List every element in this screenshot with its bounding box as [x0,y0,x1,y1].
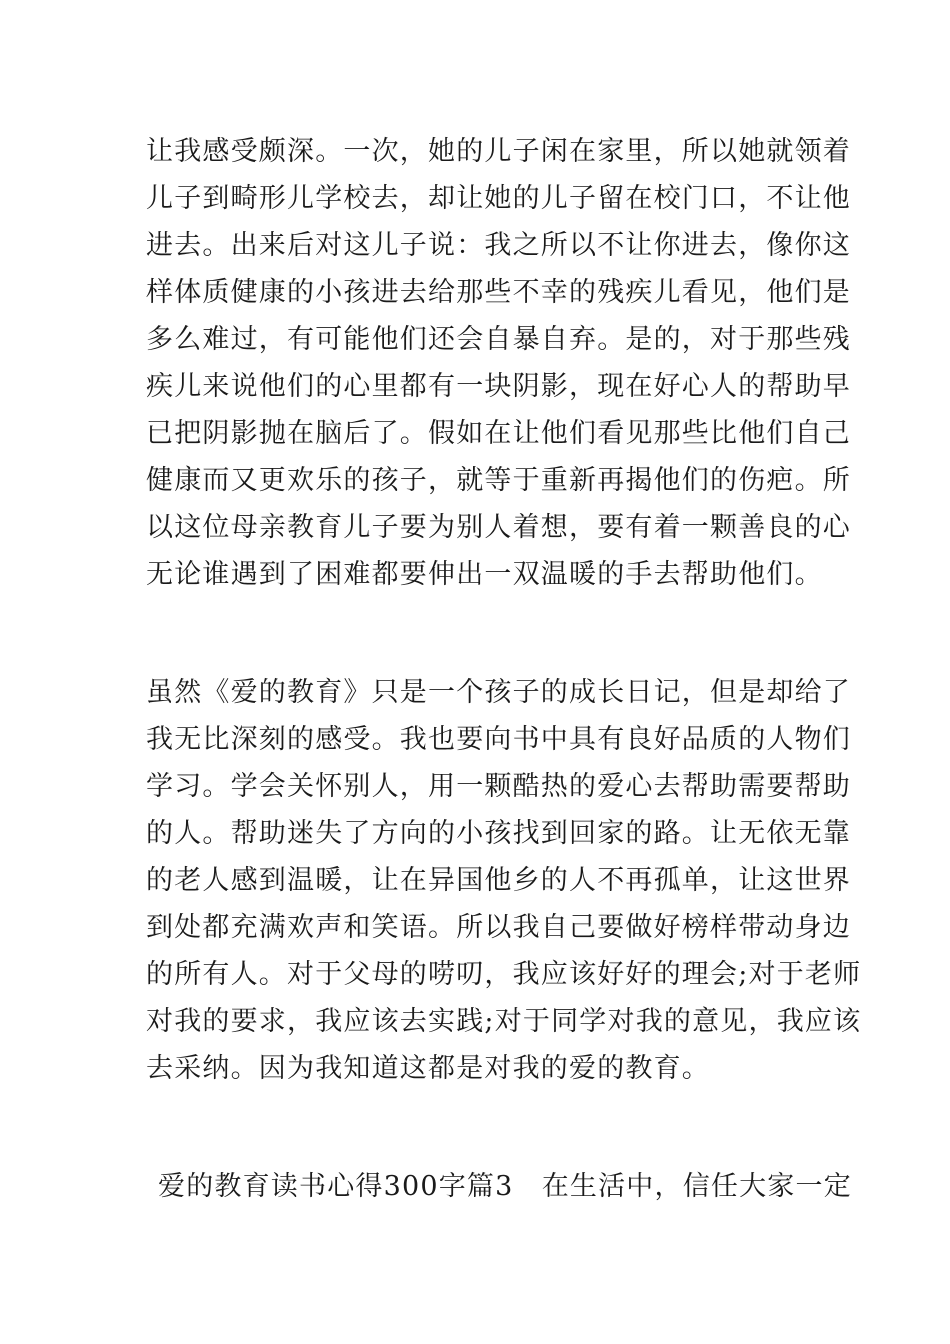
text-line: 以这位母亲教育儿子要为别人着想，要有着一颗善良的心 [146,512,851,543]
text-line: 学习。学会关怀别人，用一颗酷热的爱心去帮助需要帮助 [146,771,851,802]
text-line: 让我感受颇深。一次，她的儿子闲在家里，所以她就领着 [146,136,851,167]
text-line: 已把阴影抛在脑后了。假如在让他们看见那些比他们自己 [146,418,851,449]
text-line: 样体质健康的小孩进去给那些不幸的残疾儿看见，他们是 [146,277,851,308]
text-line: 爱的教育读书心得300字篇3 在生活中，信任大家一定 [158,1171,852,1202]
text-line: 去采纳。因为我知道这都是对我的爱的教育。 [146,1053,710,1084]
text-line: 的老人感到温暖，让在异国他乡的人不再孤单，让这世界 [146,865,851,896]
text-line: 的人。帮助迷失了方向的小孩找到回家的路。让无依无靠 [146,818,851,849]
text-line: 多么难过，有可能他们还会自暴自弃。是的，对于那些残 [146,324,851,355]
text-line: 健康而又更欢乐的孩子，就等于重新再揭他们的伤疤。所 [146,465,851,496]
text-line: 到处都充满欢声和笑语。所以我自己要做好榜样带动身边 [146,912,851,943]
text-line: 进去。出来后对这儿子说：我之所以不让你进去，像你这 [146,230,851,261]
text-line: 无论谁遇到了困难都要伸出一双温暖的手去帮助他们。 [146,559,823,590]
text-line: 儿子到畸形儿学校去，却让她的儿子留在校门口，不让他 [146,183,851,214]
text-line: 我无比深刻的感受。我也要向书中具有良好品质的人物们 [146,724,851,755]
text-line: 虽然《爱的教育》只是一个孩子的成长日记，但是却给了 [146,677,851,708]
text-line: 疾儿来说他们的心里都有一块阴影，现在好心人的帮助早 [146,371,851,402]
text-line: 对我的要求，我应该去实践;对于同学对我的意见，我应该 [146,1006,862,1037]
text-line: 的所有人。对于父母的唠叨，我应该好好的理会;对于老师 [146,959,862,990]
